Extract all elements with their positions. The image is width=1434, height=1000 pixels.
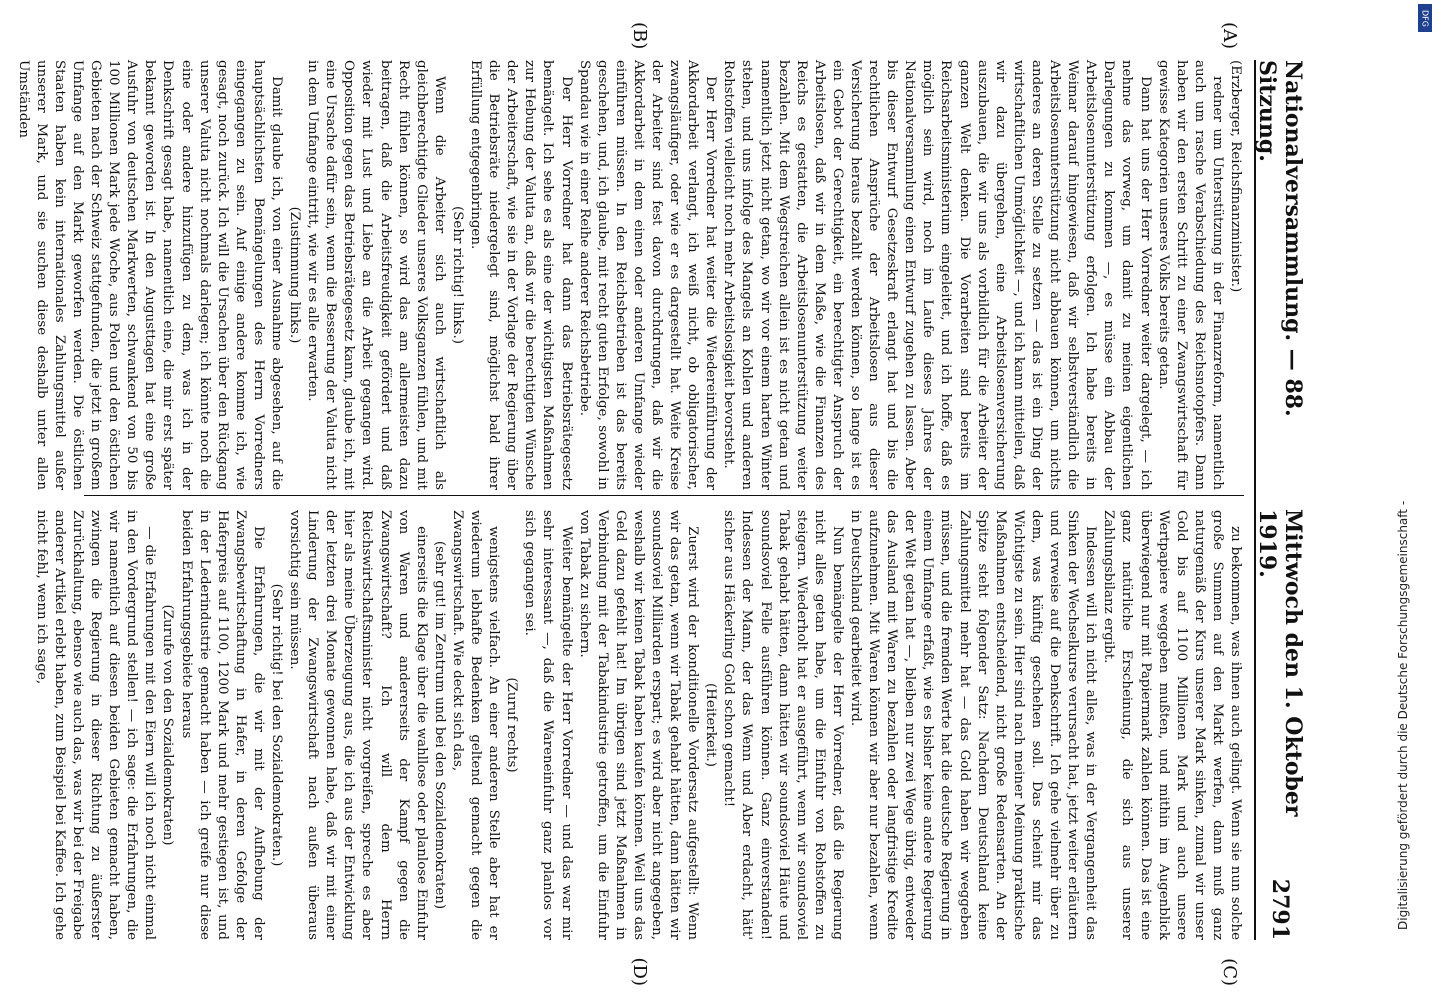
paragraph: Indessen will ich nicht alles, was in der Vergangenheit das Sinken der Wechselkurse verursacht hat, jetzt weiter erläutern und verweise auf die Denkschrift. Ich gehe vielmehr über zu dem, was künftig geschehen soll. Das scheint mir das Wichtigste zu sein. Hier sind nach meiner Meinung praktische Maßnahmen entscheidend, nicht große Redensarten. An der Spitze steht folgender Satz: Nachdem Deutschland keine Zahlungsmittel mehr hat — das Gold haben wir weggeben müssen, und die fremden Werte hat die deutsche Regierung in einem Umfange erfaßt, wie es bisher keine andere Regierung der Welt getan hat —, bleiben nur zwei Wege übrig, entweder das Ausland mit Waren zu bezahlen oder langfristige Kredite aufzunehmen. Mit Waren können wir aber nur bezahlen, wenn in Deutschland gearbeitet wird. [848, 510, 1099, 940]
digitization-note [1396, 70, 1414, 930]
margin-mark-b: (B) [629, 22, 650, 50]
paragraph: Damit glaube ich, von einer Ausnahme abgesehen, auf die hauptsächlichsten Bemängelungen des Herrn Vorredners eingegangen zu sein. Auf einige andere komme ich, wie gesagt, noch zurück. Ich will die Ursachen über den Rückgang unserer Valuta nicht nochmals darlegen; ich könnte noch die eine oder andere hinzufügen zu dem, was ich in der Denkschrift gesagt habe, namentlich eine, die mir erst später bekannt geworden ist. In den Augusttagen hat eine große Ausfuhr von deutschen Markwerten, schwankend von 50 bis 100 Millionen Mark jede Woche, aus Polen und den östlichen Gebieten nach der Schweiz stattgefunden, die jetzt in großem Umfange auf den Markt geworfen werden. Die östlichen Staaten haben kein internationales Zahlungsmittel außer unserer Mark, und sie suchen diese deshalb unter allen Umständen [15, 60, 285, 490]
header-date: Mittwoch den 1. Oktober 1919. [1254, 508, 1306, 817]
page-header [1254, 60, 1306, 940]
paragraph: (Sehr richtig! bei den Sozialdemokraten.) [269, 583, 285, 867]
paragraph: wenigstens vielfach. An einer anderen Stelle aber hat er wiederum lebhafte Bedenken geltend gemacht gegen die Zwangswirtschaft. Wie deckt sich das, [449, 510, 502, 940]
paragraph: (Erzberger, Reichsfinanzminister.) [1228, 60, 1243, 293]
header-rule [1254, 60, 1256, 940]
paragraph: (Zurufe von den Sozialdemokraten) [160, 604, 176, 846]
text-column-left [14, 60, 1244, 490]
digitization-note-text: Digitalisierung gefördert durch die Deutsche Forschungsgemeinschaft - [1396, 500, 1410, 930]
paragraph: redner um Unterstützung in der Finanzreform, namentlich auch um rasche Verabschiedung des Reichsnotopfers. Dann haben wir den ersten Schritt zu einer Zwangswirtschaft für gewisse Kategorien unseres Volks bereits getan. [1155, 60, 1225, 490]
text-column-right [32, 510, 1244, 940]
margin-mark-c: (C) [1219, 958, 1240, 986]
margin-mark-d: (D) [629, 957, 650, 986]
paragraph: Der Herr Vorredner hat dann das Betriebsrätegesetz bemängelt. Ich sehe es als eine der wichtigsten Maßnahmen zur Hebung der Valuta an, daß wir die berechtigten Wünsche der Arbeiterschaft, wie sie in der Vorlage der Regierung über die Betriebsräte niedergelegt sind, möglichst bald ihrer Erfüllung entgegenbringen. [468, 60, 574, 490]
paragraph: Zuerst wird der konditionelle Vordersatz aufgestellt: Wenn wir das getan, wenn wir Tabak gehabt hätten, dann hätten wir soundsoviel Milliarden erspart; es wird aber nicht angegeben, weshalb wir keinen Tabak haben kaufen können. Weil uns das Geld dazu gefehlt hat! Im übrigen sind jetzt Maßnahmen in Verbindung mit der Tabakindustrie getroffen, um die Einfuhr von Tabak zu sichern. [576, 510, 701, 940]
paragraph: Die Erfahrungen, die wir mit der Aufhebung der Zwangsbewirtschaftung in Hafer, in deren Gefolge der Haferpreis auf 1100, 1200 Mark und mehr gestiegen ist, und in der Lederindustrie gemacht haben — ich greife nur diese beiden Erfahrungsgebiete heraus [178, 510, 266, 940]
page-number: 2791 [1267, 878, 1293, 940]
paragraph: (Heiterkeit.) [703, 683, 719, 767]
paragraph: — die Erfahrungen mit den Eiern will ich noch nicht einmal in den Vordergrund stellen! — ich sage: die Erfahrungen, die wir namentlich auf diesen beiden Gebieten gemacht haben, zwingen die Regierung in dieser Richtung zu äußerster Zurückhaltung, ebenso wie auch das, was wir bei der Freigabe anderer Artikel erlebt haben, zum Beispiel bei Kaffee. Ich gehe nicht fehl, wenn ich sage, [33, 510, 158, 940]
paragraph: zu bekommen, was ihnen auch gelingt. Wenn sie nun solche große Summen auf den Markt werfen, dann muß ganz naturgemäß der Kurs unserer Mark sinken, zumal wir unser Gold bis auf 1100 Millionen Mark und auch unsere Wertpapiere weggeben mußten, und mithin im Augenblick überwiegend nur mit Papiermark zahlen können. Das ist eine ganz natürliche Erscheinung, die sich aus unserer Zahlungsbilanz ergibt. [1101, 510, 1243, 940]
paragraph: (sehr gut! im Zentrum und bei den Sozialdemokraten) [431, 540, 447, 910]
paragraph: einerseits die Klage über die wahllose oder planlose Einfuhr von Waren und andererseits der Kampf gegen die Zwangswirtschaft? Ich will dem Herrn Reichswirtschaftsminister nicht vorgreifen, spreche es aber hier als meine Überzeugung aus, die ich aus der Entwicklung der letzten drei Monate gewonnen habe, daß wir mit einer Linderung der Zwangswirtschaft nach außen überaus vorsichtig sein müssen. [287, 510, 429, 940]
paragraph: Nun bemängelte der Herr Vorredner, daß die Regierung nicht alles getan habe, um die Einfuhr von Rohstoffen zu steigern. Wiederholt hat er ausgeführt, wenn wir soundsoviel Tabak gehabt hätten, dann hätten wir soundsoviel Häute und soundsoviel Felle ausführen können. Ganz einverstanden! Indessen der Mann, der das Wenn und Aber erdacht, hätt' sicher aus Häckerling Gold schon gemacht! [721, 510, 845, 940]
paragraph: Dann hat uns der Herr Vorredner weiter dargelegt, — ich nehme das vorweg, um damit zu meinen eigentlichen Darlegungen zu kommen —, es müsse ein Abbau der Arbeitslosenunterstützung erfolgen. Ich habe bereits in Weimar darauf hingewiesen, daß wir selbstverständlich die Arbeitslosenunterstützung nicht abbauen können, um nichts anderes an deren Stelle zu setzen — das ist ein Ding der wirtschaftlichen Unmöglichkeit —, und ich kann mitteilen, daß wir dazu übergehen, eine Arbeitslosenversicherung auszubauen, die wir uns als vorbildlich für die Arbeiter der ganzen Welt denken. Die Vorarbeiten sind bereits im Reichsarbeitsministerium eingeleitet, und ich hoffe, daß es möglich sein wird, noch im Laufe dieses Jahres der Nationalversammlung einen Entwurf zugehen zu lassen. Aber bis dieser Entwurf Gesetzeskraft erlangt hat und bis die rechtlichen Ansprüche der Arbeitslosen aus dieser Versicherung heraus bezahlt werden können, so lange ist es ein Gebot der Gerechtigkeit, ein berechtigter Anspruch der Arbeitslosen, daß wir in dem Maße, wie die Finanzen des Reichs es gestatten, die Arbeitslosenunterstützung weiter bezahlen. Mit dem Wegstreichen allein ist es nicht getan und namentlich jetzt nicht getan, wo wir vor einem harten Winter stehen, und uns infolge des Mangels an Kohlen und anderen Rohstoffen vielleicht noch mehr Arbeitslosigkeit bevorsteht. [721, 60, 1153, 490]
paragraph: (Sehr richtig! links.) [449, 206, 465, 344]
paragraph: (Zuruf rechts) [504, 677, 520, 773]
margin-mark-a: (A) [1219, 22, 1240, 50]
paragraph: Wenn die Arbeiter sich auch wirtschaftlich als gleichberechtigte Glieder unseres Volksganzen fühlen, und mit Recht fühlen können, so wird das am allermeisten dazu beitragen, daß die Arbeitsfreudigkeit gefördert und daß wieder mit Lust und Liebe an die Arbeit gegangen wird. Opposition gegen das Betriebsrätegesetz kann, glaube ich, mit eine Ursache dafür sein, wenn die Besserung der Valuta nicht in dem Umfange eintritt, wie wir es alle erwarten. [305, 60, 447, 490]
paragraph: Der Herr Vorredner hat weiter die Wiedereinführung der Akkordarbeit verlangt, ich weiß nicht, ob obligatorischer, zwangsläufiger, oder wie er es dargestellt hat. Weite Kreise der Arbeiter sind fest davon durchdrungen, daß wir die Akkordarbeit in dem einen oder anderen Umfange wieder einführen müssen. In den Reichsbetrieben ist das bereits geschehen, und, ich glaube, mit recht guten Erfolge, sowohl in Spandau wie in einer Reihe anderer Reichsbetriebe. [576, 60, 719, 490]
paragraph: Weiter bemängelte der Herr Vorredner — und das war mir sehr interessant —, daß die Wareneinfuhr ganz planlos vor sich gegangen sei. [522, 510, 574, 940]
column-rule [84, 495, 1244, 496]
header-left: Nationalversammlung. — 88. Sitzung. [1254, 60, 1306, 417]
paragraph: (Zustimmung links.) [287, 206, 303, 344]
dfg-logo: DFG [1418, 4, 1432, 32]
